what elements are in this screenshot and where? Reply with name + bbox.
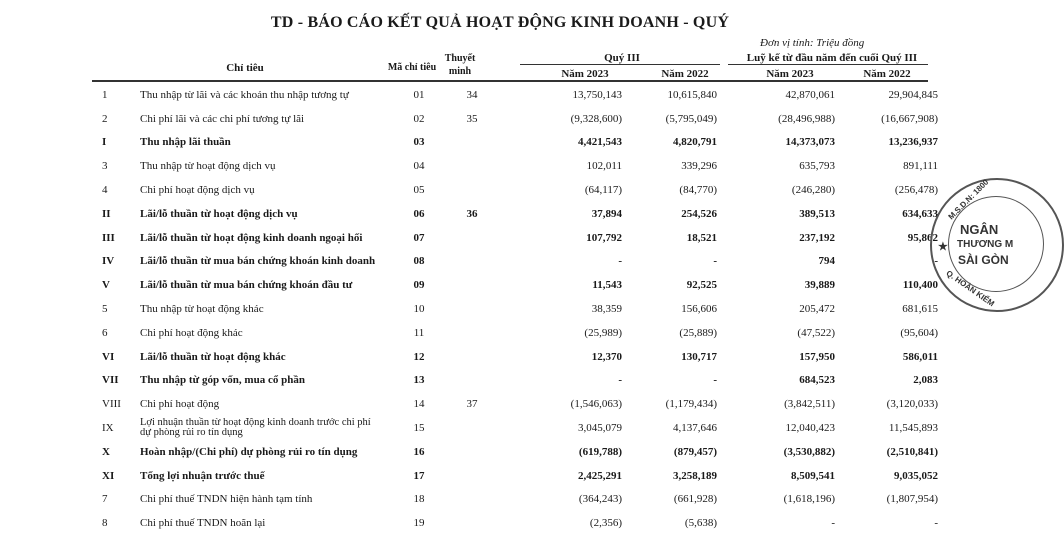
value-luy-ke-2023: (47,522) [797, 326, 835, 339]
value-luy-ke-2023: 635,793 [799, 160, 835, 173]
value-luy-ke-2022: (16,667,908) [881, 112, 938, 125]
row-note [450, 321, 494, 345]
value-luy-ke-2022: 2,083 [913, 374, 938, 387]
row-label: Hoàn nhập/(Chi phí) dự phòng rủi ro tín dụng [140, 445, 358, 458]
row-index: VI [102, 350, 115, 363]
row-label: Thu nhập từ lãi và các khoản thu nhập tương tự [140, 88, 349, 101]
row-note [450, 154, 494, 178]
row-code: 10 [413, 303, 425, 316]
value-luy-ke-2022: 634,633 [902, 207, 938, 220]
row-index: X [102, 445, 110, 458]
row-note [450, 345, 494, 369]
table-row [92, 297, 938, 321]
value-quy-2023: (1,546,063) [570, 398, 622, 411]
table-row [92, 511, 938, 535]
row-index: 2 [102, 112, 108, 125]
row-note [450, 226, 494, 250]
value-luy-ke-2023: 12,040,423 [785, 422, 835, 435]
value-quy-2022: (84,770) [679, 184, 717, 197]
row-index: I [102, 136, 107, 149]
value-quy-2022: 4,137,646 [673, 422, 717, 435]
value-quy-2022: 18,521 [686, 231, 717, 244]
row-label: Lãi/lỗ thuần từ hoạt động dịch vụ [140, 207, 298, 220]
value-luy-ke-2022: 29,904,845 [888, 88, 938, 101]
row-code: 16 [413, 445, 425, 458]
value-luy-ke-2023: (246,280) [791, 184, 835, 197]
row-index: 3 [102, 160, 108, 173]
row-label: Tổng lợi nhuận trước thuế [140, 469, 265, 482]
income-statement-table [92, 83, 938, 535]
rule-header-bottom [92, 80, 928, 82]
row-note [450, 178, 494, 202]
value-luy-ke-2022: 11,545,893 [888, 422, 938, 435]
value-quy-2022: 254,526 [681, 207, 717, 220]
value-luy-ke-2022: (1,807,954) [886, 493, 938, 506]
row-code: 17 [413, 469, 425, 482]
value-quy-2023: 13,750,143 [572, 88, 622, 101]
table-row [92, 178, 938, 202]
row-label: Lãi/lỗ thuần từ hoạt động kinh doanh ngoại hối [140, 231, 363, 244]
table-row [92, 416, 938, 440]
value-quy-2022: 130,717 [681, 350, 717, 363]
value-quy-2023: 4,421,543 [578, 136, 622, 149]
value-quy-2023: 37,894 [591, 207, 622, 220]
value-luy-ke-2023: (1,618,196) [783, 493, 835, 506]
value-quy-2023: 12,370 [591, 350, 622, 363]
value-luy-ke-2022: (256,478) [894, 184, 938, 197]
table-row [92, 392, 938, 416]
seal-arc-bottom: Q. HOÀN KIẾM [944, 268, 996, 309]
row-note [450, 416, 494, 440]
value-quy-2022: 4,820,791 [673, 136, 717, 149]
row-index: 1 [102, 88, 108, 101]
value-luy-ke-2022: (3,120,033) [886, 398, 938, 411]
table-row [92, 488, 938, 512]
row-code: 13 [413, 374, 425, 387]
value-luy-ke-2023: - [831, 517, 835, 530]
header-chi-tieu: Chỉ tiêu [226, 62, 264, 74]
value-luy-ke-2023: (3,530,882) [783, 445, 835, 458]
value-quy-2022: (5,638) [684, 517, 717, 530]
row-index: VIII [102, 398, 121, 411]
row-label: Thu nhập lãi thuần [140, 136, 231, 149]
table-row [92, 154, 938, 178]
value-luy-ke-2022: 110,400 [902, 279, 938, 292]
value-luy-ke-2023: 794 [818, 255, 835, 268]
value-luy-ke-2023: 14,373,073 [785, 136, 835, 149]
value-luy-ke-2022: (95,604) [900, 326, 938, 339]
seal-text-2: THƯƠNG M [957, 239, 1014, 250]
value-quy-2022: - [713, 374, 717, 387]
row-note: 34 [466, 88, 478, 101]
seal-star-icon: ★ [938, 241, 948, 253]
row-code: 15 [413, 422, 425, 435]
value-luy-ke-2023: 205,472 [799, 303, 835, 316]
value-quy-2023: - [618, 255, 622, 268]
row-index: II [102, 207, 111, 220]
table-row [92, 83, 938, 107]
value-luy-ke-2023: 389,513 [799, 207, 835, 220]
seal-text-1: NGÂN [960, 222, 999, 237]
row-code: 19 [413, 517, 425, 530]
row-code: 02 [413, 112, 425, 125]
row-label: Lãi/lỗ thuần từ mua bán chứng khoán kinh doanh [140, 255, 376, 268]
value-quy-2023: 11,543 [592, 279, 622, 292]
table-row [92, 345, 938, 369]
table-row [92, 202, 938, 226]
row-code: 04 [413, 160, 425, 173]
row-label: Chi phí hoạt động khác [140, 326, 243, 339]
value-luy-ke-2022: - [934, 255, 938, 268]
value-quy-2023: (9,328,600) [570, 112, 622, 125]
value-luy-ke-2023: (3,842,511) [784, 398, 835, 411]
value-quy-2023: (64,117) [584, 184, 622, 197]
row-note [450, 488, 494, 512]
header-luy-ke-2022: Năm 2022 [863, 68, 911, 80]
value-luy-ke-2022: 9,035,052 [894, 469, 938, 482]
row-code: 11 [413, 326, 425, 339]
value-quy-2022: (1,179,434) [665, 398, 717, 411]
row-label: Lợi nhuận thuần từ hoạt động kinh doanh trước chi phí dự phòng rủi ro tín dụng [140, 417, 371, 439]
row-code: 07 [413, 231, 425, 244]
value-quy-2023: (619,788) [578, 445, 622, 458]
row-index: VII [102, 374, 119, 387]
value-quy-2022: 339,296 [681, 160, 717, 173]
value-luy-ke-2022: 681,615 [902, 303, 938, 316]
company-seal [930, 178, 1064, 312]
row-label: Lãi/lỗ thuần từ mua bán chứng khoán đầu tư [140, 279, 353, 292]
row-note [450, 297, 494, 321]
row-code: 01 [413, 88, 425, 101]
header-luy-ke-2023: Năm 2023 [766, 68, 814, 80]
value-quy-2022: (25,889) [679, 326, 717, 339]
seal-arc-top: M.S.D.N: 1800 [946, 177, 991, 222]
row-code: 05 [413, 184, 425, 197]
value-luy-ke-2023: (28,496,988) [778, 112, 835, 125]
row-index: 6 [102, 326, 108, 339]
value-quy-2022: (661,928) [673, 493, 717, 506]
value-quy-2022: 92,525 [686, 279, 717, 292]
value-luy-ke-2022: 95,862 [907, 231, 938, 244]
value-luy-ke-2022: 586,011 [902, 350, 938, 363]
row-index: IV [102, 255, 115, 268]
row-label: Thu nhập từ hoạt động khác [140, 303, 264, 316]
value-luy-ke-2023: 42,870,061 [785, 88, 835, 101]
row-index: 7 [102, 493, 108, 506]
table-row [92, 369, 938, 393]
row-index: 5 [102, 303, 108, 316]
value-quy-2023: (2,356) [589, 517, 622, 530]
row-note [450, 464, 494, 488]
header-ma-chi-tieu: Mã chỉ tiêu [387, 62, 437, 73]
table-row [92, 107, 938, 131]
value-luy-ke-2023: 684,523 [799, 374, 835, 387]
table-row [92, 273, 938, 297]
table-row [92, 131, 938, 155]
row-code: 18 [413, 493, 425, 506]
header-quy-2022: Năm 2022 [661, 68, 709, 80]
row-label: Thu nhập từ hoạt động dịch vụ [140, 160, 276, 173]
row-index: 4 [102, 184, 108, 197]
value-quy-2023: 2,425,291 [578, 469, 622, 482]
row-label: Chi phí hoạt động [140, 398, 220, 411]
value-luy-ke-2022: (2,510,841) [886, 445, 938, 458]
value-luy-ke-2023: 39,889 [804, 279, 835, 292]
rule-luy-ke [728, 64, 928, 65]
header-quy-2023: Năm 2023 [561, 68, 609, 80]
value-quy-2023: (364,243) [578, 493, 622, 506]
row-note [450, 273, 494, 297]
row-code: 08 [413, 255, 425, 268]
row-note: 35 [466, 112, 478, 125]
value-quy-2023: 3,045,079 [578, 422, 622, 435]
row-index: V [102, 279, 110, 292]
row-code: 09 [413, 279, 425, 292]
row-code: 06 [413, 207, 425, 220]
row-label: Chi phí lãi và các chi phí tương tự lãi [140, 112, 305, 125]
row-label: Chi phí thuế TNDN hiện hành tạm tính [140, 493, 313, 506]
row-label: Lãi/lỗ thuần từ hoạt động khác [140, 350, 286, 363]
row-code: 12 [413, 350, 425, 363]
value-luy-ke-2022: - [934, 517, 938, 530]
value-luy-ke-2023: 157,950 [799, 350, 835, 363]
value-quy-2022: (5,795,049) [665, 112, 717, 125]
value-quy-2022: 156,606 [681, 303, 717, 316]
header-luy-ke: Luỹ kế từ đầu năm đến cuối Quý III [746, 52, 918, 64]
value-quy-2022: 10,615,840 [667, 88, 717, 101]
row-label: Chi phí hoạt động dịch vụ [140, 184, 255, 197]
seal-text-3: SÀI GÒN [958, 253, 1009, 267]
value-quy-2023: (25,989) [584, 326, 622, 339]
table-row [92, 250, 938, 274]
value-luy-ke-2023: 237,192 [799, 231, 835, 244]
row-note [450, 511, 494, 535]
report-title: TD - BÁO CÁO KẾT QUẢ HOẠT ĐỘNG KINH DOANH - QUÝ [270, 14, 730, 31]
row-index: 8 [102, 517, 108, 530]
value-quy-2022: - [713, 255, 717, 268]
value-luy-ke-2022: 13,236,937 [888, 136, 938, 149]
value-luy-ke-2023: 8,509,541 [791, 469, 835, 482]
table-row [92, 321, 938, 345]
value-luy-ke-2022: 891,111 [903, 160, 938, 173]
row-label: Chi phí thuế TNDN hoãn lại [140, 517, 266, 530]
unit-label: Đơn vị tính: Triệu đồng [760, 37, 865, 49]
value-quy-2023: - [618, 374, 622, 387]
row-note [450, 440, 494, 464]
header-quy-iii: Quý III [604, 52, 640, 64]
header-thuyet-minh: Thuyết minh [444, 53, 476, 77]
table-row [92, 464, 938, 488]
value-quy-2023: 102,011 [586, 160, 622, 173]
row-index: III [102, 231, 115, 244]
row-code: 14 [413, 398, 425, 411]
value-quy-2022: 3,258,189 [673, 469, 717, 482]
row-code: 03 [413, 136, 425, 149]
value-quy-2023: 38,359 [591, 303, 622, 316]
value-quy-2023: 107,792 [586, 231, 622, 244]
row-note [450, 369, 494, 393]
row-note [450, 250, 494, 274]
row-label: Thu nhập từ góp vốn, mua cổ phần [140, 374, 305, 387]
row-note [450, 131, 494, 155]
table-row [92, 226, 938, 250]
value-quy-2022: (879,457) [673, 445, 717, 458]
row-index: IX [102, 422, 114, 435]
rule-quy [520, 64, 720, 65]
row-note: 37 [466, 398, 478, 411]
row-index: XI [102, 469, 115, 482]
row-note: 36 [466, 207, 478, 220]
table-row [92, 440, 938, 464]
